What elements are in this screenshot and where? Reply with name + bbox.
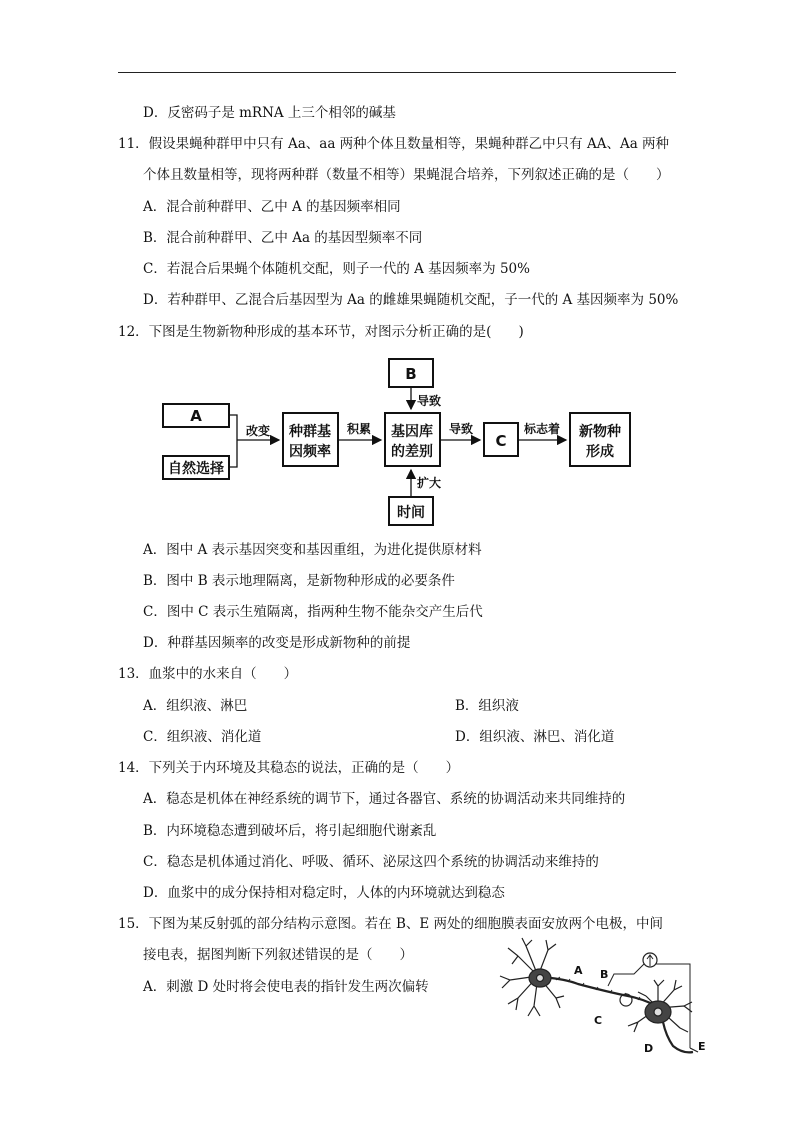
reflex-arc-figure [498, 936, 728, 1066]
label-e: E [698, 1040, 706, 1053]
label-c: C [594, 1014, 603, 1027]
box-pool-line2: 的差别 [391, 444, 433, 460]
box-gene-freq-line1: 种群基 [289, 424, 331, 440]
box-time-label: 时间 [397, 505, 425, 521]
q11-stem-line2: 个体且数量相等，现将两种群（数量不相等）果蝇混合培养，下列叙述正确的是（ ） [143, 167, 670, 183]
label-expand: 扩大 [417, 476, 442, 490]
box-a-label: A [190, 407, 202, 425]
bracket-connector [229, 415, 279, 467]
q14-option-c: C．稳态是机体通过消化、呼吸、循环、泌尿这四个系统的协调活动来维持的 [143, 854, 599, 870]
q13-option-b: B．组织液 [455, 698, 519, 714]
q10-option-d: D．反密码子是 mRNA 上三个相邻的碱基 [143, 105, 396, 121]
speciation-diagram [150, 352, 650, 532]
box-b-label: B [405, 365, 417, 383]
q13-option-c: C．组织液、消化道 [143, 729, 262, 745]
left-neuron [500, 938, 564, 1016]
q13-stem: 13．血浆中的水来自（ ） [118, 666, 298, 682]
label-mark: 标志着 [523, 422, 561, 436]
q12-option-d: D．种群基因频率的改变是形成新物种的前提 [143, 635, 411, 651]
q11-option-c: C．若混合后果蝇个体随机交配，则子一代的 A 基因频率为 50% [143, 261, 530, 277]
header-rule [118, 72, 676, 73]
box-new-line2: 形成 [586, 444, 614, 460]
box-c-label: C [495, 432, 507, 450]
axon [551, 978, 663, 1010]
q14-stem: 14．下列关于内环境及其稳态的说法，正确的是（ ） [118, 760, 460, 776]
box-gene-freq-line2: 因频率 [289, 444, 331, 460]
label-change: 改变 [245, 424, 271, 438]
q11-option-a: A．混合前种群甲、乙中 A 的基因频率相同 [143, 199, 401, 215]
q12-option-b: B．图中 B 表示地理隔离，是新物种形成的必要条件 [143, 573, 455, 589]
q15-stem-line1: 15．下图为某反射弧的部分结构示意图。若在 B、E 两处的细胞膜表面安放两个电极，中间 [118, 916, 664, 932]
q15-stem-line2: 接电表，据图判断下列叙述错误的是（ ） [143, 947, 413, 963]
label-a: A [574, 964, 583, 977]
q15-option-a: A．刺激 D 处时将会使电表的指针发生两次偏转 [143, 979, 429, 995]
box-pool-line1: 基因库 [391, 424, 433, 440]
q11-stem-line1: 11．假设果蝇种群甲中只有 Aa、aa 两种个体且数量相等，果蝇种群乙中只有 AA、Aa 两种 [118, 136, 670, 152]
box-new-line1: 新物种 [579, 424, 621, 440]
label-b: B [600, 968, 609, 981]
label-cause-right: 导致 [448, 422, 474, 436]
q12-option-c: C．图中 C 表示生殖隔离，指两种生物不能杂交产生后代 [143, 604, 483, 620]
q13-option-a: A．组织液、淋巴 [143, 698, 248, 714]
q12-option-a: A．图中 A 表示基因突变和基因重组，为进化提供原材料 [143, 542, 482, 558]
q14-option-d: D．血浆中的成分保持相对稳定时，人体的内环境就达到稳态 [143, 885, 505, 901]
q13-option-d: D．组织液、淋巴、消化道 [455, 729, 615, 745]
q12-stem: 12．下图是生物新物种形成的基本环节，对图示分析正确的是( ) [118, 324, 524, 340]
label-d: D [644, 1042, 654, 1055]
q11-option-b: B．混合前种群甲、乙中 Aa 的基因型频率不同 [143, 230, 423, 246]
q11-option-d: D．若种群甲、乙混合后基因型为 Aa 的雌雄果蝇随机交配，子一代的 A 基因频率为 50% [143, 292, 679, 308]
q14-option-a: A．稳态是机体在神经系统的调节下，通过各器官、系统的协调活动来共同维持的 [143, 791, 626, 807]
box-natural-label: 自然选择 [168, 461, 224, 477]
q14-option-b: B．内环境稳态遭到破坏后，将引起细胞代谢紊乱 [143, 823, 437, 839]
label-cause-top: 导致 [417, 394, 442, 408]
right-neuron [628, 980, 692, 1032]
label-accumulate: 积累 [346, 422, 372, 436]
